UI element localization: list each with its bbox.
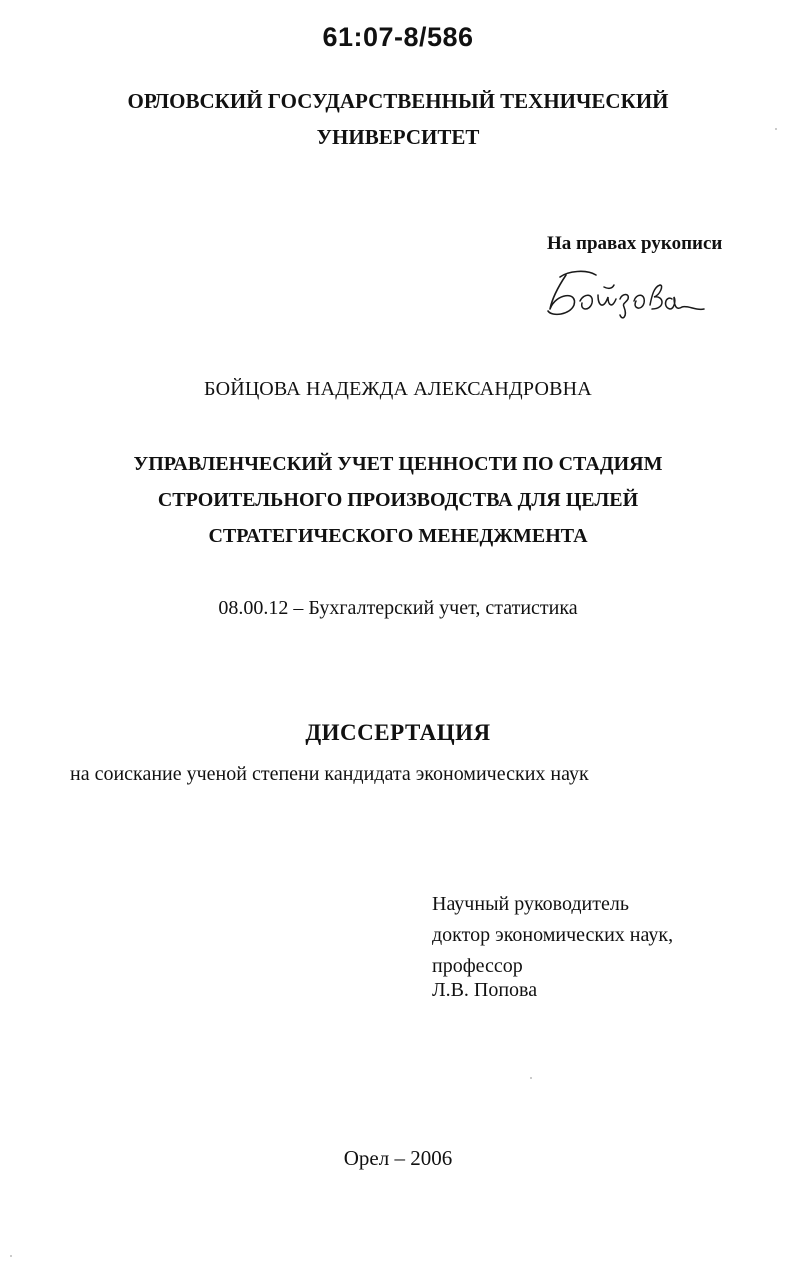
catalog-code: 61:07-8/586: [322, 22, 474, 52]
document-type: ДИССЕРТАЦИЯ: [305, 720, 491, 745]
supervisor-degree: доктор экономических наук,: [432, 924, 674, 946]
university-name-line1: ОРЛОВСКИЙ ГОСУДАРСТВЕННЫЙ ТЕХНИЧЕСКИЙ: [127, 89, 669, 113]
rights-note: На правах рукописи: [547, 233, 723, 254]
thesis-title-line2: СТРОИТЕЛЬНОГО ПРОИЗВОДСТВА ДЛЯ ЦЕЛЕЙ: [157, 489, 639, 511]
supervisor-name: Л.В. Попова: [432, 979, 538, 1001]
degree-statement: на соискание ученой степени кандидата экономических наук: [70, 763, 589, 785]
thesis-title-line1: УПРАВЛЕНЧЕСКИЙ УЧЕТ ЦЕННОСТИ ПО СТАДИЯМ: [133, 453, 663, 475]
supervisor-rank: профессор: [432, 955, 523, 977]
scan-speck: [775, 128, 777, 130]
scan-speck: [530, 1077, 532, 1079]
handwritten-signature: [538, 265, 708, 325]
author-name: БОЙЦОВА НАДЕЖДА АЛЕКСАНДРОВНА: [204, 378, 592, 400]
thesis-title-line3: СТРАТЕГИЧЕСКОГО МЕНЕДЖМЕНТА: [208, 525, 588, 547]
supervisor-role: Научный руководитель: [432, 893, 629, 915]
university-name-line2: УНИВЕРСИТЕТ: [316, 125, 480, 149]
specialty-code: 08.00.12 – Бухгалтерский учет, статистика: [218, 597, 578, 619]
place-year: Орел – 2006: [343, 1146, 453, 1170]
scan-speck: [10, 1255, 12, 1257]
